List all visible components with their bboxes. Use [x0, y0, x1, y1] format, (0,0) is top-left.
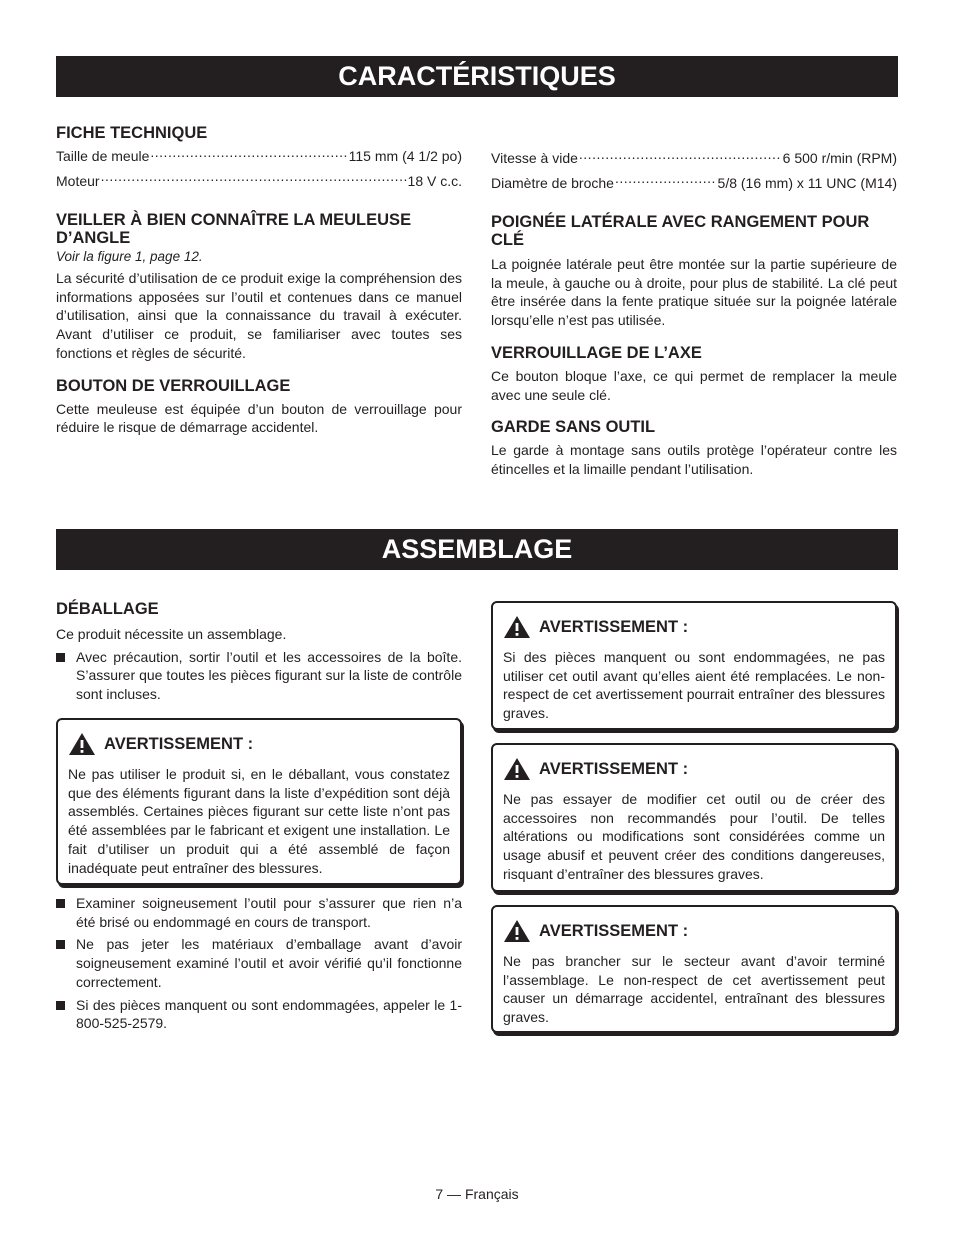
- unpacking-steps: [56, 894, 462, 1037]
- warning-header: [503, 919, 885, 943]
- warning-header: [503, 757, 885, 781]
- dot-leader: [101, 172, 407, 186]
- spindle-body: Ce bouton bloque l’axe, ce qui permet de remplacer la meule avec une seule clé.: [491, 367, 897, 403]
- spec-row: [56, 169, 462, 194]
- unpacking-heading: DÉBALLAGE: [56, 600, 159, 618]
- list-item: Avec précaution, sortir l’outil et les accessoires de la boîte. S’assurer que toutes les pièces figurant sur la liste de contrôle sont incluses.: [56, 648, 462, 704]
- warning-body: Si des pièces manquent ou sont endommagées, ne pas utiliser cet outil avant qu’elles aient été remplacées. Le non-respect de cet avertissement pourrait entraîner des blessures graves.: [503, 649, 885, 722]
- sidehandle-body: La poignée latérale peut être montée sur la partie supérieure de la meule, à gauche ou à droite, pour plus de stabilité. La clé peut être insérée dans la fente pratique située sur la poignée latérale lorsqu’elle n’est pas utilisée.: [491, 256, 897, 329]
- warning-triangle-icon: [503, 919, 531, 943]
- left-column-features: [56, 124, 462, 437]
- spindle-heading: VERROUILLAGE DE L’AXE: [491, 343, 702, 362]
- spec-label: Taille de meule: [56, 148, 150, 164]
- sidehandle-heading: POIGNÉE LATÉRALE AVEC RANGEMENT POUR CLÉ: [491, 213, 870, 249]
- guard-heading: GARDE SANS OUTIL: [491, 418, 656, 437]
- warning-box: [56, 718, 462, 885]
- know-heading: VEILLER À BIEN CONNAÎTRE LA MEULEUSE D’ANGLE: [56, 211, 412, 247]
- spec-row: [491, 171, 897, 196]
- dot-leader: [150, 147, 347, 161]
- lockoff-heading: BOUTON DE VERROUILLAGE: [56, 376, 291, 395]
- spec-label: Moteur: [56, 172, 100, 189]
- page-footer: 7 — Français: [435, 1186, 519, 1202]
- section-banner-assemblage: ASSEMBLAGE: [56, 529, 898, 570]
- spec-row: [56, 144, 462, 169]
- warning-triangle-icon: [503, 757, 531, 781]
- dot-leader: [615, 174, 717, 188]
- spec-label: Vitesse à vide: [491, 150, 578, 166]
- warning-box: [491, 601, 897, 730]
- warning-title: AVERTISSEMENT :: [104, 734, 254, 753]
- right-column-features: [491, 146, 897, 479]
- unpacking-section: [56, 600, 462, 708]
- warning-triangle-icon: [68, 732, 96, 756]
- unpacking-list: [56, 894, 462, 1033]
- warning-title: AVERTISSEMENT :: [539, 617, 689, 636]
- warning-title: AVERTISSEMENT :: [539, 921, 689, 940]
- warning-body: Ne pas essayer de modifier cet outil ou de créer des accessoires non recommandés pour l’outil. De telles altérations ou modifications sont considérées comme un usage abusif et peuvent créer des conditions dangereuses, risquant d’entraîner des blessures graves.: [503, 791, 885, 882]
- warning-body: Ne pas utiliser le produit si, en le déballant, vous constatez que des éléments figurant dans la liste d’expédition sont déjà assemblés. Certaines pièces figurant sur cette liste n’ont pas été assemblées par le fabricant et exigent une installation. Le fait d’utiliser un produit qui a été assemblé de façon inadéquate peut entraîner des blessures.: [68, 766, 450, 876]
- warning-header: [503, 615, 885, 639]
- list-item: Examiner soigneusement l’outil pour s’assurer que rien n’a été brisé ou endommagé en cours de transport.: [56, 894, 462, 931]
- spec-label: Diamètre de broche: [491, 174, 614, 191]
- warning-title: AVERTISSEMENT :: [539, 759, 689, 778]
- figure-reference: Voir la figure 1, page 12.: [56, 249, 203, 264]
- warning-header: [68, 732, 450, 756]
- guard-body: Le garde à montage sans outils protège l’opérateur contre les étincelles et la limaille pendant l’utilisation.: [491, 442, 897, 477]
- spec-value: 115 mm (4 1/2 po): [348, 148, 462, 164]
- dot-leader: [579, 149, 782, 163]
- know-body: La sécurité d’utilisation de ce produit exige la compréhension des informations apposées sur l’outil et contenues dans ce manuel d’utilisation, ainsi que la connaissance du travail à exécuter. Avant d’utiliser ce produit, se familiariser avec toutes ses fonctions et règles de sécurité.: [56, 270, 462, 361]
- spec-value: 18 V c.c.: [407, 172, 462, 189]
- warning-body: Ne pas brancher sur le secteur avant d’avoir terminé l’assemblage. Le non-respect de cet avertissement peut causer un démarrage accidentel, entraînant des blessures graves.: [503, 953, 885, 1026]
- warning-triangle-icon: [503, 615, 531, 639]
- warning-box: [491, 743, 897, 892]
- unpacking-intro: Ce produit nécessite un assemblage.: [56, 626, 287, 642]
- section-banner-caracteristiques: CARACTÉRISTIQUES: [56, 56, 898, 97]
- spec-value: 6 500 r/min (RPM): [782, 150, 897, 166]
- lockoff-body: Cette meuleuse est équipée d’un bouton de verrouillage pour réduire le risque de démarrage accidentel.: [56, 400, 462, 436]
- list-item: Si des pièces manquent ou sont endommagées, appeler le 1-800-525-2579.: [56, 996, 462, 1033]
- spec-value: 5/8 (16 mm) x 11 UNC (M14): [717, 174, 897, 191]
- list-item: Ne pas jeter les matériaux d’emballage avant d’avoir soigneusement examiné l’outil et avoir vérifié qu’il fonctionne correctement.: [56, 935, 462, 991]
- warning-box: [491, 905, 897, 1033]
- spec-row: [491, 146, 897, 171]
- spec-heading: FICHE TECHNIQUE: [56, 124, 208, 142]
- unpacking-list: [56, 648, 462, 704]
